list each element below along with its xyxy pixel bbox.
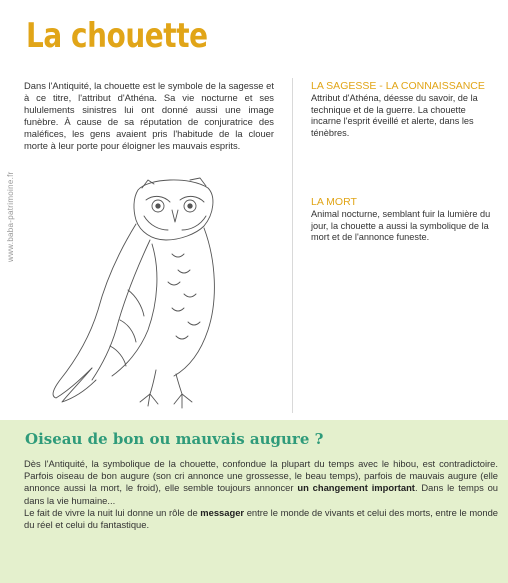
section-heading: LA SAGESSE - LA CONNAISSANCE xyxy=(311,80,485,92)
augury-text: Le fait de vivre la nuit lui donne un rôle de xyxy=(24,506,201,518)
augury-text: . Dans le temps ou dans la vie humaine... xyxy=(24,482,499,506)
augury-emphasis: messager xyxy=(200,506,245,518)
section-body: Attribut d'Athéna, déesse du savoir, de la technique et de la guerre. La chouette incarne l'esprit éveillé et alerte, dans les ténèbres. xyxy=(311,93,478,138)
augury-paragraph xyxy=(24,458,498,531)
section-wisdom xyxy=(311,80,491,139)
augury-text: Dès l'Antiquité, la symbolique de la chouette, confondue la plupart du temps avec le hibou, est contradictoire. Parfois oiseau de bon augure (son cri annonce une grossesse, le beau temps), parfois de mauvais augure (elle annonce aussi la mort, le froid), elle semble toujours annoncer xyxy=(24,458,498,494)
section-heading: LA MORT xyxy=(311,196,357,208)
section-death xyxy=(311,196,491,244)
augury-emphasis: un changement important xyxy=(297,482,415,494)
column-divider xyxy=(292,78,293,413)
augury-panel xyxy=(0,420,508,583)
page-title: La chouette xyxy=(26,16,208,56)
augury-title: Oiseau de bon ou mauvais augure ? xyxy=(25,430,324,448)
section-body: Animal nocturne, semblant fuir la lumière du jour, la chouette a aussi la symbolique de la mort et de l'annonce funeste. xyxy=(311,209,491,242)
intro-paragraph: Dans l'Antiquité, la chouette est le symbole de la sagesse et à ce titre, l'attribut d'Athéna. Sa vie nocturne et ses hululements sinistres lui ont donné aussi une image funèbre. À cause de sa réputation de conjuratrice des maléfices, les gens avaient pris l'habitude de la clouer morte à leur porte pour éloigner les mauvais esprits. xyxy=(24,80,274,151)
owl-drawing-icon xyxy=(40,170,250,410)
website-url: www.baba-patrimoine.fr xyxy=(6,171,15,262)
augury-text: entre le monde de vivants et celui des morts, entre le monde du réel et celui du fantastique. xyxy=(24,506,498,531)
